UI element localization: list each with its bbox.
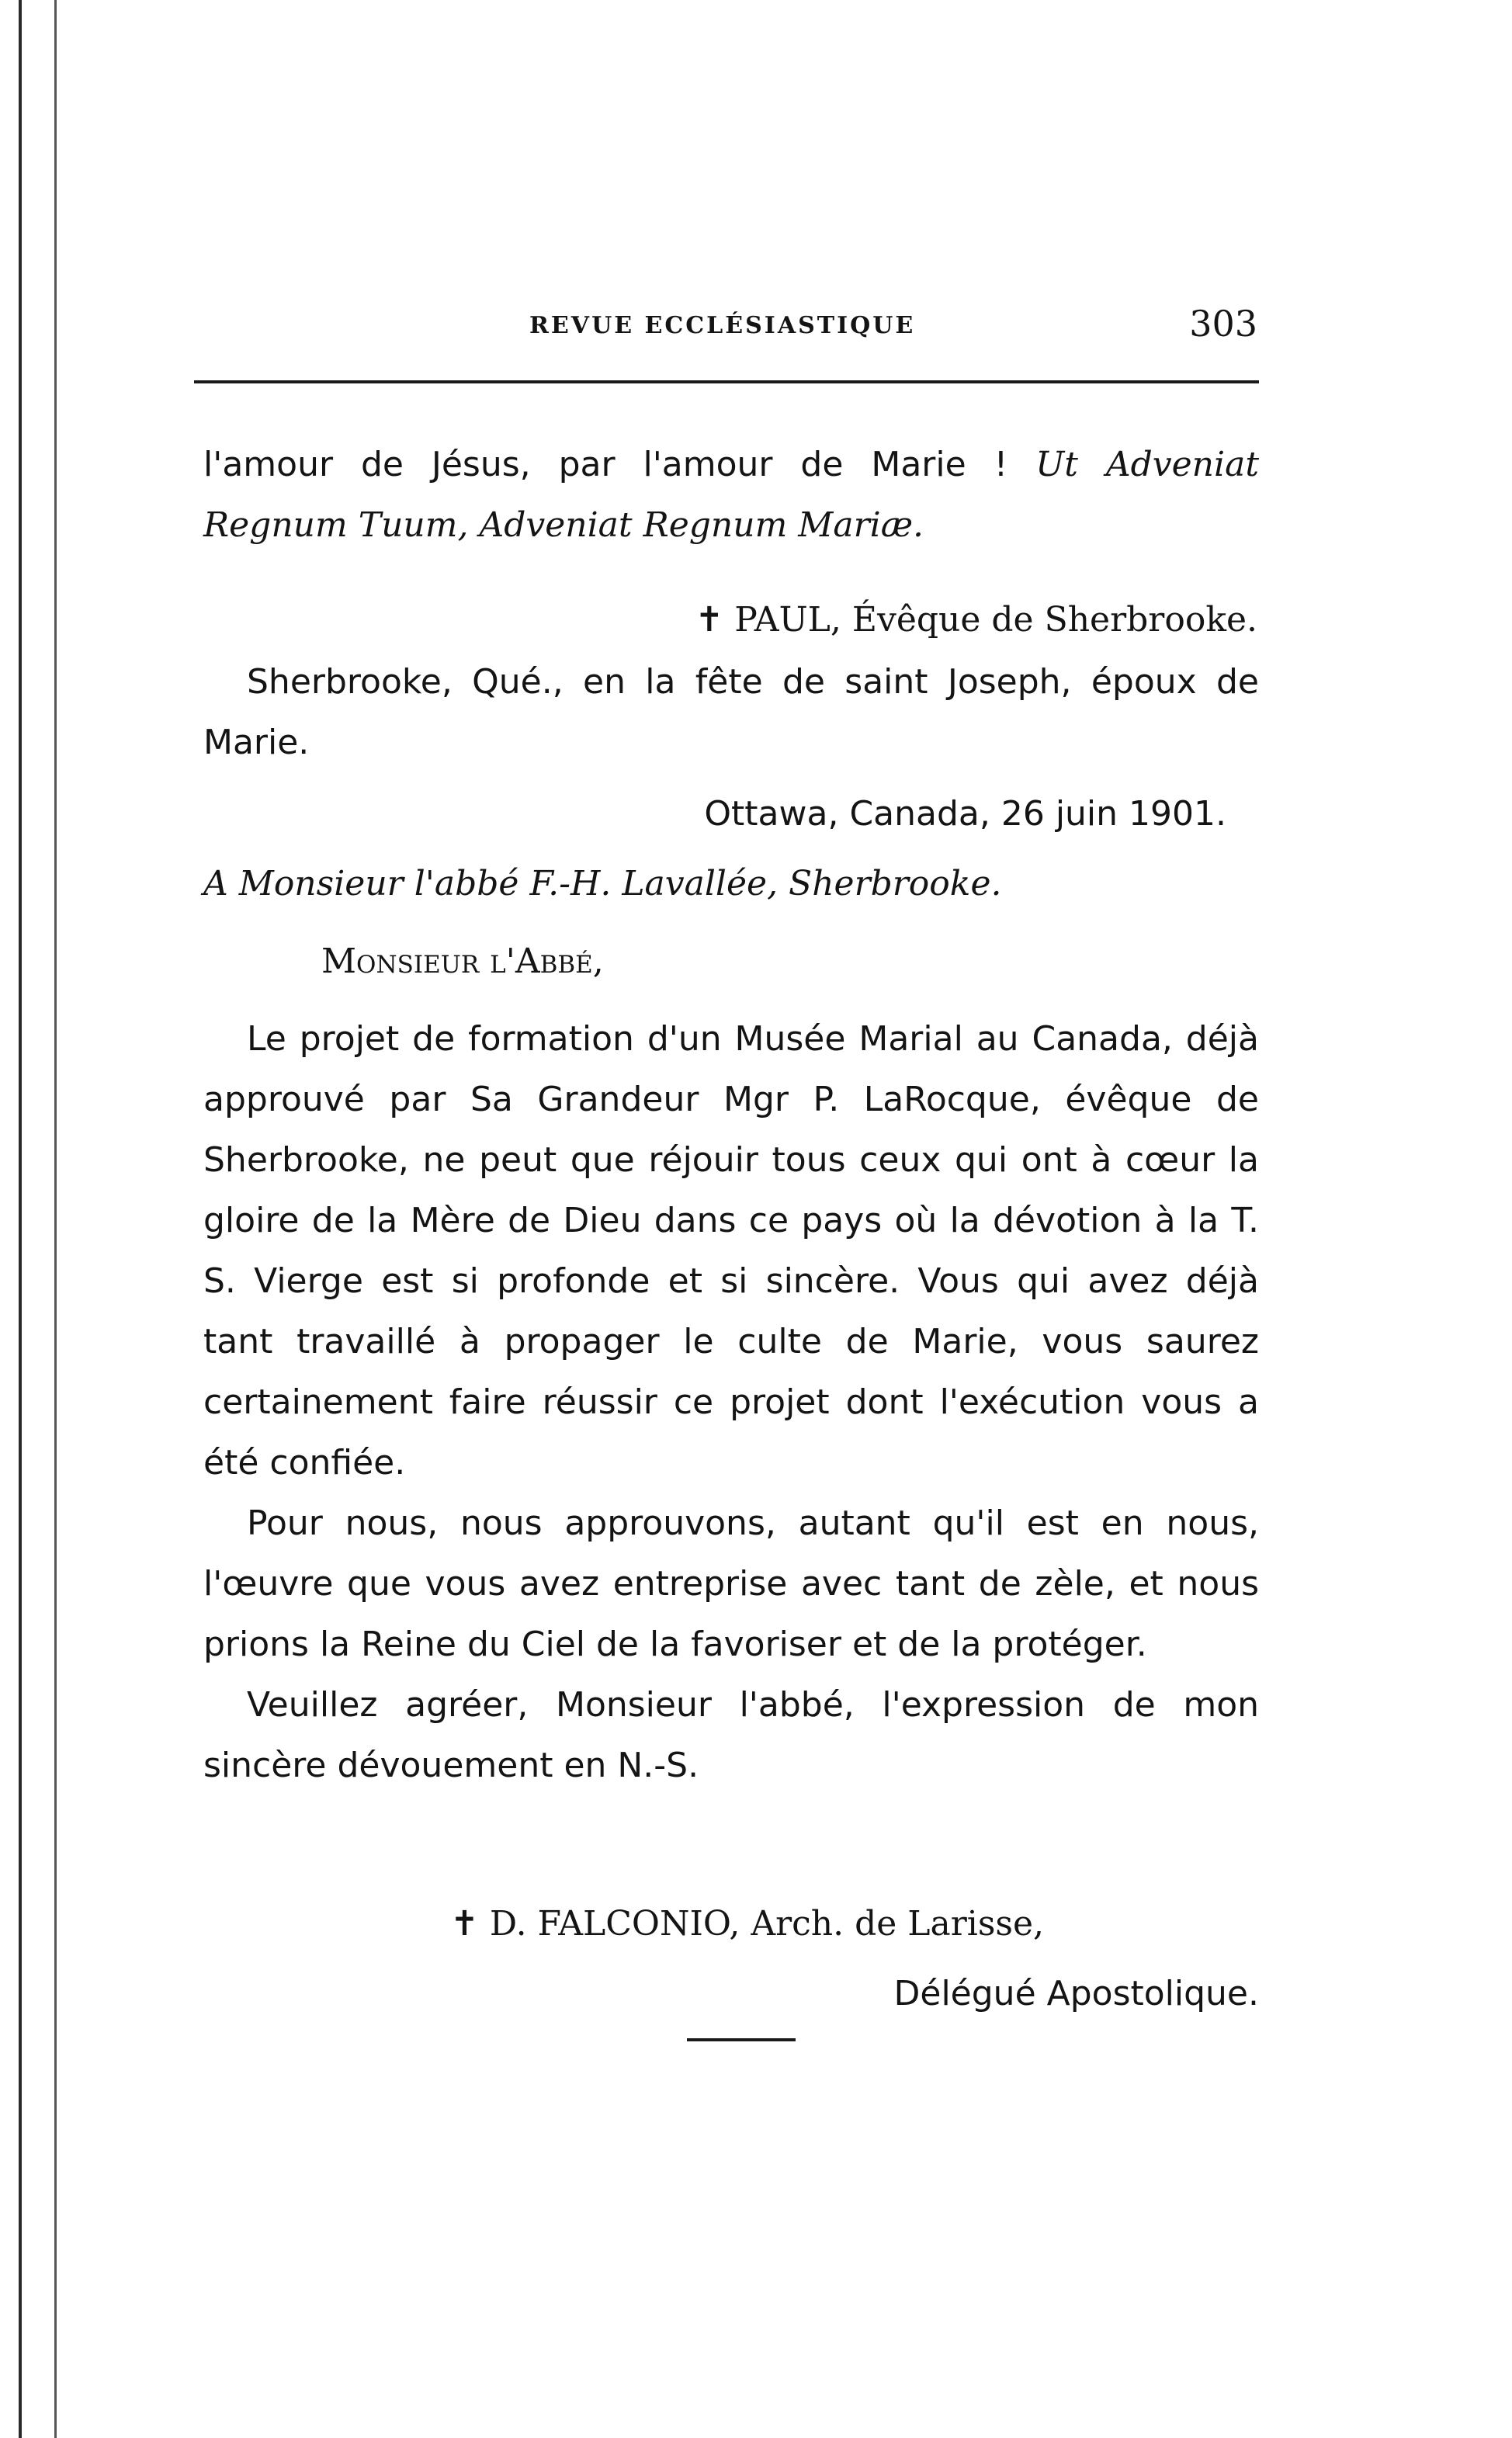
salutation: Monsieur l'Abbé, [321,942,604,981]
text-block-top [203,435,1259,556]
binding-edge-line-2 [54,0,57,2438]
signature-falconio-title: Délégué Apostolique. [893,1974,1259,2013]
letter2-date: Ottawa, Canada, 26 juin 1901. [704,794,1226,834]
text-block-main [203,1009,1259,1796]
paragraph-1: Le projet de formation d'un Musée Marial au Canada, déjà approuvé par Sa Grandeur Mgr P. LaRocque, évêque de Sherbrooke, ne peut que réjouir tous ceux qui ont à cœur la gloire de la Mère de Dieu dans ce pays où la dévotion à la T. S. Vierge est si profonde et si sincère. Vous qui avez déjà tant travaillé à propager le culte de Marie, vous saurez certainement faire réussir ce projet dont l'exécution vous a été confiée. [203,1019,1259,1483]
end-rule [687,2038,796,2041]
place-date: Sherbrooke, Qué., en la fête de saint Joseph, époux de Marie. [203,662,1259,762]
header-rule [194,380,1259,383]
signature-falconio: ✝ D. FALCONIO, Arch. de Larisse, [450,1904,1045,1944]
latin-motto: Ut Adveniat Regnum Tuum, Adveniat Regnum Mariæ. [203,445,1260,545]
address-line: A Monsieur l'abbé F.-H. Lavallée, Sherbrooke. [203,864,1002,903]
binding-edge-line [19,0,22,2438]
page-number: 303 [1189,303,1257,345]
running-title: REVUE ECCLÉSIASTIQUE [529,312,916,339]
paragraph-3: Veuillez agréer, Monsieur l'abbé, l'expression de mon sincère dévouement en N.-S. [203,1685,1259,1785]
continuation-text: l'amour de Jésus, par l'amour de Marie ! [203,445,1036,484]
signature-paul: ✝ PAUL, Évêque de Sherbrooke. [695,600,1257,640]
paragraph-2: Pour nous, nous approuvons, autant qu'il est en nous, l'œuvre que vous avez entreprise avec tant de zèle, et nous prions la Reine du Ciel de la favoriser et de la protéger. [203,1503,1259,1664]
text-block-place-date [203,652,1259,773]
page-header [194,303,1257,349]
paragraph-continuation [203,435,1259,556]
